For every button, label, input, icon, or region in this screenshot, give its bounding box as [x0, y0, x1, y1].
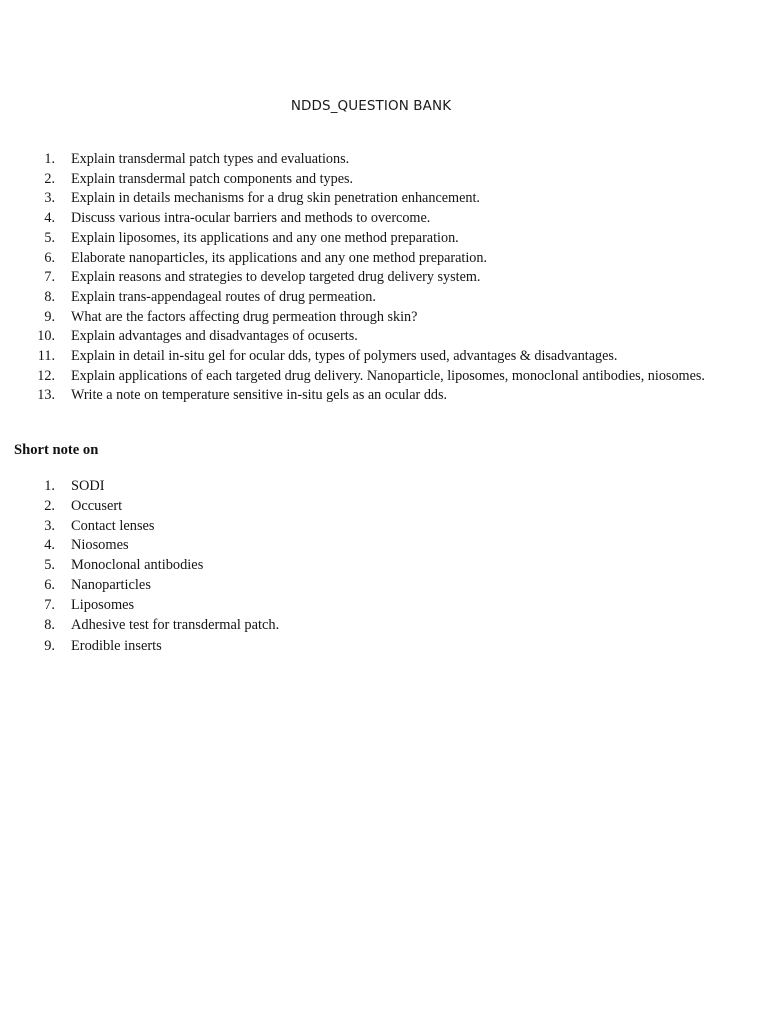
question-list — [0, 150, 740, 406]
question-number: 9. — [44, 308, 55, 325]
short-note-text: Erodible inserts — [71, 638, 162, 655]
short-note-text: Monoclonal antibodies — [71, 557, 204, 574]
question-text: Explain transdermal patch types and evaluations. — [71, 151, 350, 167]
question-number: 5. — [44, 229, 55, 246]
question-item — [0, 249, 740, 269]
question-item — [0, 386, 740, 406]
short-note-text: SODI — [71, 478, 105, 494]
short-note-number: 4. — [44, 537, 55, 554]
short-note-item — [0, 477, 600, 497]
question-text: Explain transdermal patch components and types. — [71, 170, 354, 187]
short-note-item — [0, 536, 600, 556]
short-note-item — [0, 576, 600, 596]
short-note-item — [0, 517, 600, 537]
question-number: 13. — [37, 387, 55, 404]
question-item — [0, 229, 740, 249]
question-item — [0, 308, 740, 328]
question-text: Explain in detail in-situ gel for ocular dds, types of polymers used, advantages & disadvantages. — [71, 348, 618, 365]
short-note-number: 3. — [44, 517, 55, 534]
question-text: Explain liposomes, its applications and any one method preparation. — [71, 229, 459, 246]
short-note-text: Occusert — [71, 497, 123, 514]
short-note-list — [0, 477, 600, 657]
question-number: 12. — [37, 367, 55, 384]
short-note-text: Nanoparticles — [71, 576, 151, 593]
question-text: Explain applications of each targeted drug delivery. Nanoparticle, liposomes, monoclonal antibodies, niosomes. — [71, 367, 705, 384]
question-item — [0, 268, 740, 288]
question-item — [0, 347, 740, 367]
question-number: 2. — [44, 170, 55, 187]
short-note-number: 5. — [44, 557, 55, 574]
question-text: What are the factors affecting drug permeation through skin? — [71, 308, 418, 325]
short-note-number: 6. — [44, 576, 55, 593]
question-item — [0, 367, 740, 387]
question-number: 8. — [44, 288, 55, 305]
question-text: Explain trans-appendageal routes of drug permeation. — [71, 288, 376, 305]
short-note-number: 7. — [44, 596, 55, 613]
question-number: 6. — [44, 249, 55, 266]
question-number: 10. — [37, 328, 55, 345]
short-note-item — [0, 637, 600, 657]
short-note-item — [0, 497, 600, 517]
question-number: 11. — [37, 348, 55, 365]
short-note-number: 8. — [44, 616, 55, 633]
question-number: 4. — [44, 210, 55, 227]
question-text: Elaborate nanoparticles, its applications and any one method preparation. — [71, 249, 488, 266]
question-number: 3. — [44, 190, 55, 207]
short-note-item — [0, 616, 600, 636]
question-item — [0, 150, 740, 170]
question-number: 1. — [44, 151, 55, 167]
short-note-text: Niosomes — [71, 537, 129, 554]
question-item — [0, 288, 740, 308]
short-note-text: Liposomes — [71, 596, 135, 613]
short-note-text: Contact lenses — [71, 517, 155, 534]
question-item — [0, 170, 740, 190]
question-item — [0, 327, 740, 347]
question-number: 7. — [44, 269, 55, 286]
short-note-number: 2. — [44, 497, 55, 514]
short-note-text: Adhesive test for transdermal patch. — [71, 616, 280, 633]
question-item — [0, 189, 740, 209]
short-note-heading: Short note on — [14, 442, 99, 458]
question-item — [0, 209, 740, 229]
short-note-item — [0, 556, 600, 576]
question-text: Explain advantages and disadvantages of ocuserts. — [71, 328, 358, 345]
question-text: Write a note on temperature sensitive in-situ gels as an ocular dds. — [71, 387, 448, 404]
question-text: Explain in details mechanisms for a drug skin penetration enhancement. — [71, 190, 480, 207]
short-note-number: 1. — [44, 478, 55, 494]
short-note-item — [0, 596, 600, 616]
question-text: Explain reasons and strategies to develop targeted drug delivery system. — [71, 269, 481, 286]
document-title: NDDS_QUESTION BANK — [290, 98, 452, 114]
short-note-number: 9. — [44, 638, 55, 655]
question-text: Discuss various intra-ocular barriers and methods to overcome. — [71, 210, 431, 227]
